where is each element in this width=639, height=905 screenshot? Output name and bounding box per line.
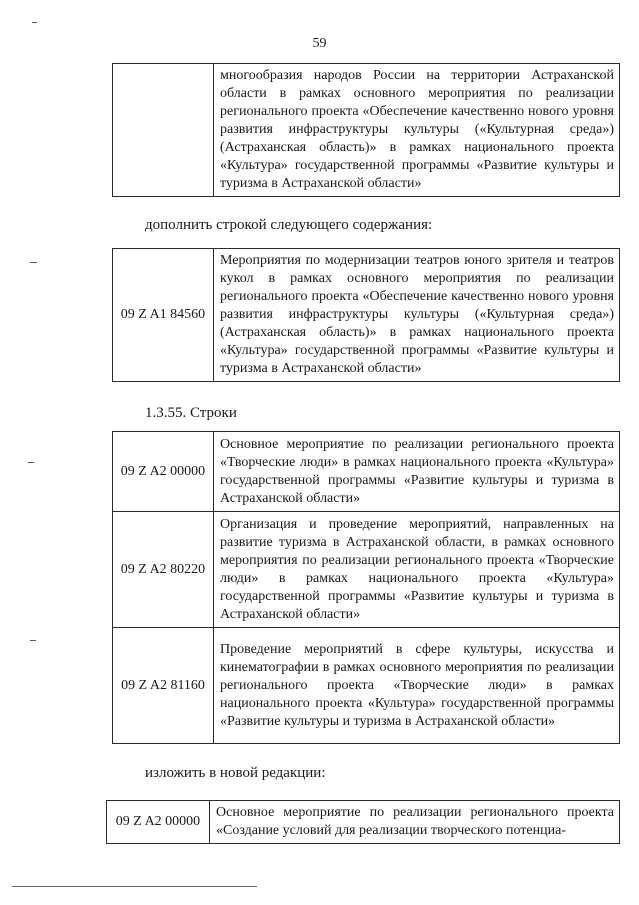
row-text-cell: многообразия народов России на территории Астраханской области в рамках основного мероприятия по реализации регионального проекта «Обеспечение качественно нового уровня развития инфраструктуры культуры («Культурная среда») (Астраханская область)» в рамках национального проекта «Культура» государственной программы «Развитие культуры и туризма в Астраханской области» — [214, 64, 620, 197]
table-row — [113, 512, 620, 628]
row-text-cell: Мероприятия по модернизации театров юного зрителя и театров кукол в рамках основного мероприятия по реализации регионального проекта «Обеспечение качественно нового уровня развития инфраструктуры культуры («Культурная среда») (Астраханская область)» в рамках национального проекта «Культура» государственной программы «Развитие культуры и туризма в Астраханской области» — [214, 249, 620, 382]
row-text-cell: Проведение мероприятий в сфере культуры, искусства и кинематографии в рамках основного мероприятия по реализации регионального проекта «Творческие люди» в рамках национального проекта «Культура» государственной программы «Развитие культуры и туризма в Астраханской области» — [214, 628, 620, 744]
scan-mark — [28, 462, 34, 463]
row-text-cell: Основное мероприятие по реализации регионального проекта «Создание условий для реализации творческого потенциа- — [210, 801, 620, 844]
table-row — [113, 249, 620, 382]
table-new-edition — [106, 800, 620, 844]
row-text-cell: Основное мероприятие по реализации регионального проекта «Творческие люди» в рамках национального проекта «Культура» государственной программы «Развитие культуры и туризма в Астраханской области» — [214, 432, 620, 512]
table-continuation — [112, 63, 620, 197]
scan-mark — [30, 262, 37, 263]
scan-bottom-rule — [12, 886, 257, 887]
row-code-cell: 09 Z A2 00000 — [107, 801, 210, 844]
page-number: 59 — [312, 36, 327, 51]
row-text-cell: Организация и проведение мероприятий, направленных на развитие туризма в Астраханской области, в рамках основного мероприятия по реализации регионального проекта «Творческие люди» в рамках национального проекта «Культура» государственной программы «Развитие культуры и туризма в Астраханской области» — [214, 512, 620, 628]
table-added-row — [112, 248, 620, 382]
scan-mark — [32, 22, 37, 23]
table-row — [107, 801, 620, 844]
row-code-cell: 09 Z A1 84560 — [113, 249, 214, 382]
table-rows-to-replace — [112, 431, 620, 744]
table-row — [113, 64, 620, 197]
paragraph-section-number: 1.3.55. Строки — [145, 405, 237, 421]
row-code-cell: 09 Z A2 00000 — [113, 432, 214, 512]
row-code-cell: 09 Z A2 81160 — [113, 628, 214, 744]
paragraph-new-edition: изложить в новой редакции: — [145, 765, 326, 781]
scan-mark — [30, 640, 36, 641]
table-row — [113, 628, 620, 744]
table-row — [113, 432, 620, 512]
paragraph-add-row: дополнить строкой следующего содержания: — [145, 217, 433, 233]
row-code-cell — [113, 64, 214, 197]
row-code-cell: 09 Z A2 80220 — [113, 512, 214, 628]
